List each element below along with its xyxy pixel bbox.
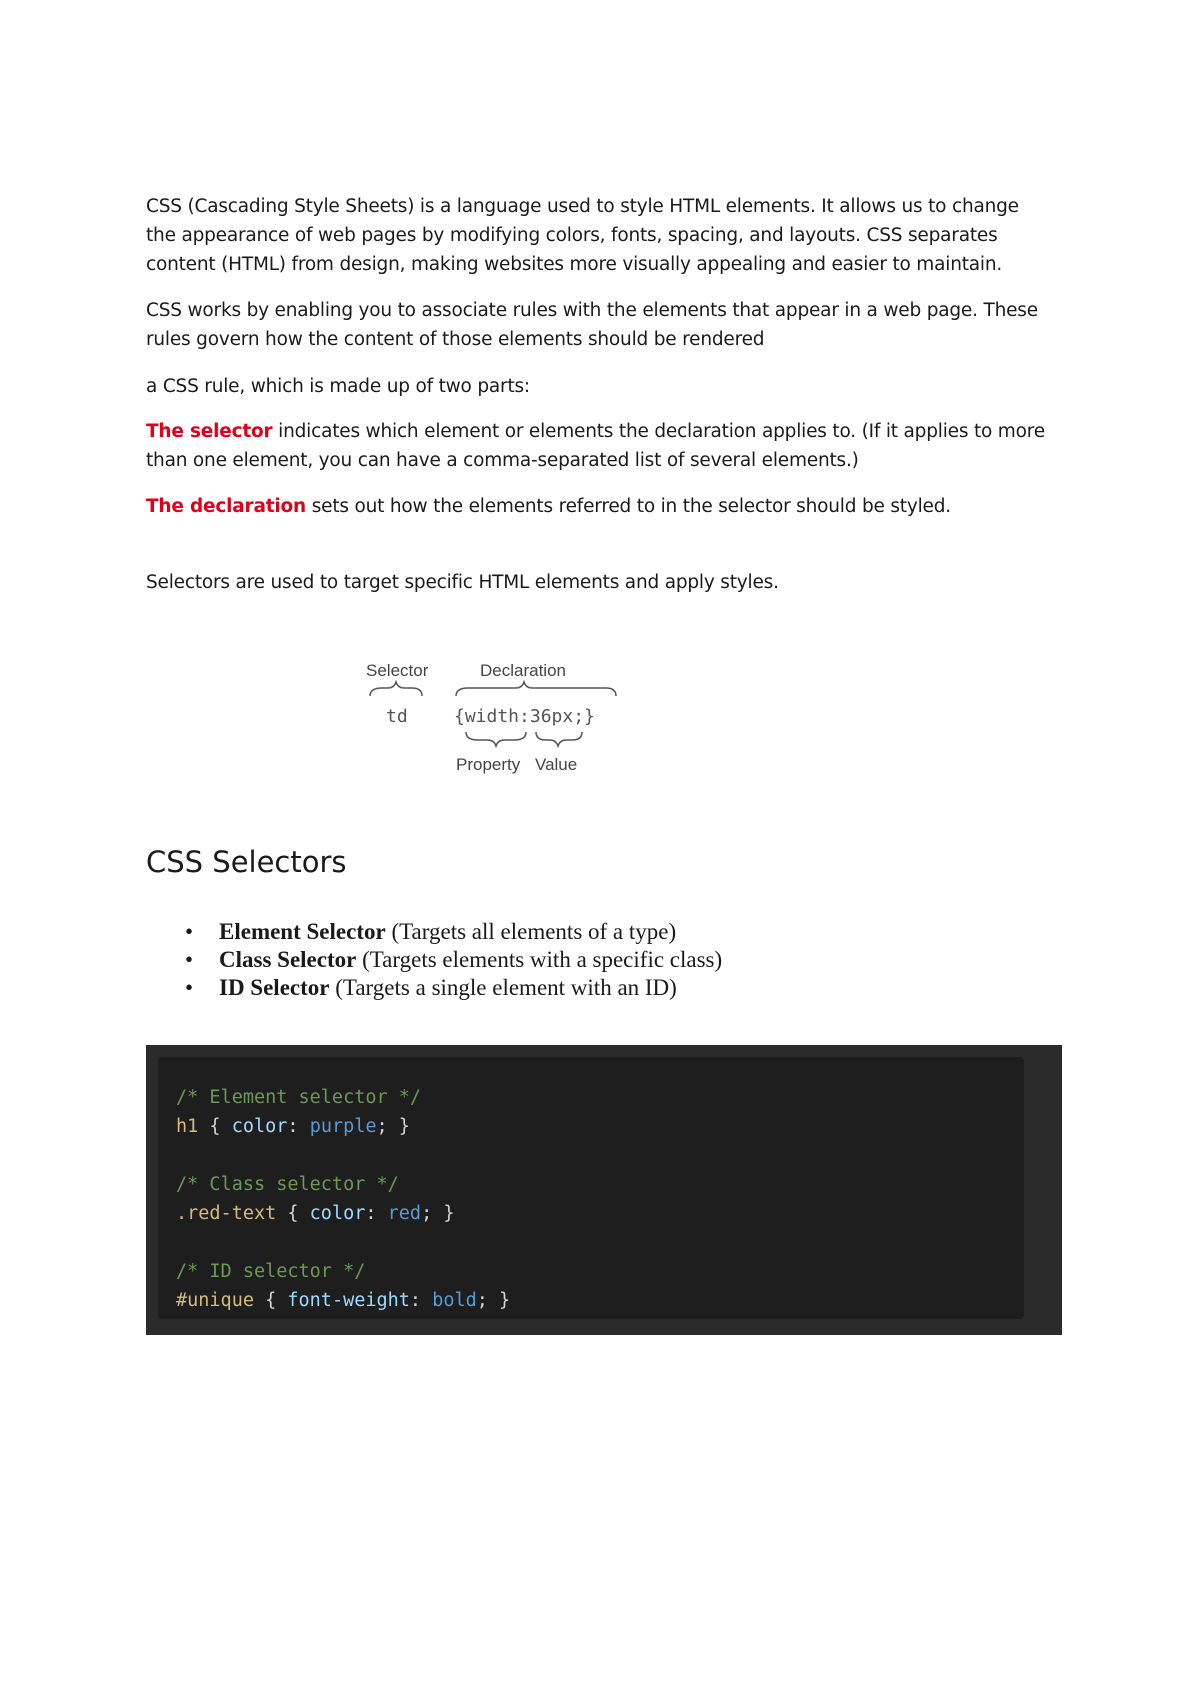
- property-brace: [466, 732, 526, 746]
- code-listing: /* Element selector */ h1 { color: purple; } /* Class selector */ .red-text { color: red; } /* ID selector */ #unique { font-weight: bold; }: [176, 1087, 511, 1311]
- value-brace: [536, 732, 582, 746]
- list-item: [185, 946, 722, 974]
- code-selector: #unique: [176, 1290, 254, 1311]
- code-property: color: [309, 1203, 366, 1224]
- declaration-brace: [456, 682, 616, 696]
- diagram-value-label: Value: [535, 755, 578, 774]
- code-selector: h1: [176, 1116, 199, 1137]
- intro-paragraph-3: a CSS rule, which is made up of two parts:: [146, 376, 530, 397]
- diagram-declaration-code: {width:36px;}: [454, 706, 595, 727]
- intro-paragraph-1: CSS (Cascading Style Sheets) is a language used to style HTML elements. It allows us to change the appearance of web pages by modifying colors, fonts, spacing, and layouts. CSS separates content (HTML) from design, making websites more visually appealing and easier to maintain.: [146, 196, 1019, 275]
- code-value: purple: [309, 1116, 377, 1137]
- bullet-icon: •: [185, 947, 194, 972]
- bullet-term: Element Selector: [219, 919, 386, 944]
- code-block-frame: [146, 1045, 1062, 1335]
- code-block: [158, 1057, 1024, 1319]
- bullet-term: ID Selector: [219, 975, 330, 1000]
- diagram-selector-code: td: [386, 706, 408, 727]
- bullet-icon: •: [185, 919, 194, 944]
- intro-paragraph-2: CSS works by enabling you to associate rules with the elements that appear in a web page. These rules govern how the content of those elements should be rendered: [146, 300, 1038, 350]
- bullet-term: Class Selector: [219, 947, 357, 972]
- selector-brace: [370, 682, 422, 696]
- selector-term: The selector: [146, 421, 273, 442]
- selectors-intro-paragraph: Selectors are used to target specific HTML elements and apply styles.: [146, 572, 779, 593]
- css-rule-diagram: [350, 652, 630, 782]
- declaration-description: sets out how the elements referred to in the selector should be styled.: [306, 496, 951, 517]
- code-selector: .red-text: [176, 1203, 277, 1224]
- list-item: [185, 918, 722, 946]
- diagram-selector-label: Selector: [366, 661, 429, 680]
- code-comment: /* ID selector */: [176, 1261, 366, 1282]
- bullet-description: (Targets elements with a specific class): [356, 947, 723, 972]
- list-item: [185, 974, 722, 1002]
- bullet-description: (Targets all elements of a type): [385, 919, 677, 944]
- declaration-term: The declaration: [146, 496, 307, 517]
- selector-types-list: [185, 918, 722, 1002]
- code-value: bold: [432, 1290, 477, 1311]
- selector-description: indicates which element or elements the declaration applies to. (If it applies to more than one element, you can have a comma-separated list of several elements.): [146, 421, 1045, 471]
- code-property: font-weight: [287, 1290, 410, 1311]
- css-selectors-heading: CSS Selectors: [146, 845, 347, 879]
- css-rule-diagram-svg: [350, 652, 630, 782]
- code-value: red: [387, 1203, 422, 1224]
- diagram-declaration-label: Declaration: [480, 661, 566, 680]
- bullet-description: (Targets a single element with an ID): [329, 975, 677, 1000]
- code-property: color: [231, 1116, 288, 1137]
- code-comment: /* Element selector */: [176, 1087, 422, 1108]
- declaration-definition: [146, 492, 1046, 521]
- diagram-property-label: Property: [456, 755, 521, 774]
- code-comment: /* Class selector */: [176, 1174, 399, 1195]
- selector-definition: [146, 417, 1046, 475]
- bullet-icon: •: [185, 975, 194, 1000]
